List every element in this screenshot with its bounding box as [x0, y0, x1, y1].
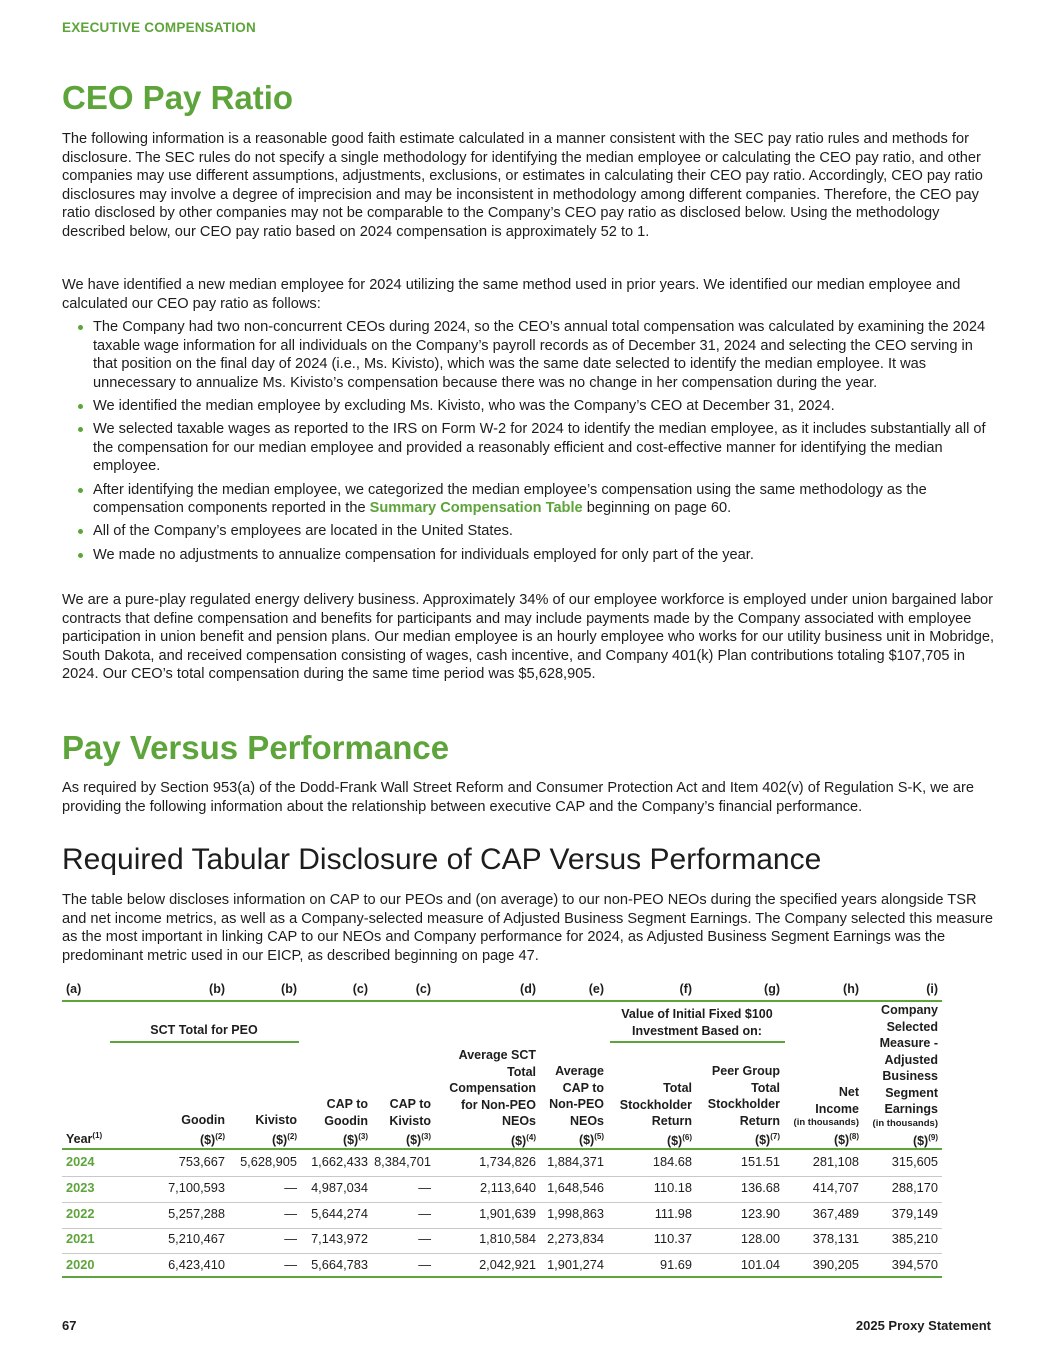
table-bottom-rule [62, 1276, 942, 1278]
col-letter-c1: (c) [352, 982, 368, 996]
cell-avg-sct: 1,734,826 [479, 1154, 536, 1169]
cell-cap-goodin: 7,143,972 [311, 1231, 368, 1247]
col-year: Year$^{(1)}$ [66, 1131, 103, 1147]
cell-cap-goodin: 4,987,034 [311, 1179, 368, 1195]
pvp-intro: As required by Section 953(a) of the Dodd-Frank Wall Street Reform and Consumer Protection Act and Item 402(v) of Regulation S-K, we are providing the following information about the relationship between executive CAP and the Company’s financial performance. [62, 780, 975, 815]
bullet-text: We selected taxable wages as reported to the IRS on Form W-2 for 2024 to identify the median employee, as it includes substantially all of the compensation for our median employee and provided a reasonably efficient and cost-effective manner for identifying the median employee. [93, 421, 986, 475]
group-sct-rule [110, 1041, 299, 1043]
col-tsr: Total Stockholder Return ($)$^{(6)}$ [619, 1081, 692, 1148]
col-letter-h: (h) [843, 982, 859, 996]
cell-cap-kivisto: 8,384,701 [374, 1154, 431, 1169]
cell-ni: 367,489 [812, 1205, 859, 1221]
bullet-text: beginning on page 60. [582, 500, 732, 517]
cell-avg-sct: 2,042,921 [479, 1257, 536, 1273]
cell-avg-cap: 1,648,546 [547, 1179, 604, 1195]
col-letter-g: (g) [764, 982, 780, 996]
col-letter-f: (f) [679, 982, 692, 996]
bullet-text: After identifying the median employee, we categorized the median employee’s compensation using the same methodology as the compensation components reported in the [93, 481, 927, 517]
cell-peer: 136.68 [740, 1179, 780, 1195]
bullet-text: The Company had two non-concurrent CEOs during 2024, so the CEO’s annual total compensation was calculated by examining the 2024 taxable wage information for all individuals on the Company’s payroll records as of December 31, 2024 and selecting the CEO serving in that position on the final day of 2024 (i.e., Ms. Kivisto), which was the same date selected to identify the median employee. It was unnecessary to annualize Ms. Kivisto’s compensation because there was no change in her compensation during the year. [93, 319, 986, 391]
row-year: 2024 [66, 1154, 95, 1169]
list-item [62, 481, 997, 518]
list-item [62, 522, 997, 541]
col-letter-d: (d) [520, 982, 536, 996]
cell-cs: 394,570 [891, 1257, 938, 1273]
summary-compensation-table-link[interactable]: Summary Compensation Table [369, 500, 583, 517]
col-net-income: Net Income (in thousands) ($)$^{(8)}$ [793, 1085, 859, 1148]
bullet-icon [78, 404, 83, 409]
pay-ratio-intro: The following information is a reasonable good faith estimate calculated in a manner consistent with the SEC pay ratio rules and methods for disclosure. The SEC rules do not specify a single methodology for identifying the median employee or calculating the CEO pay ratio, and other companies may use different assumptions, adjustments, exclusions, or estimates in calculating their CEO pay ratio. Accordingly, CEO pay ratio disclosures may involve a degree of imprecision and may be inconsistent in methodology among different companies. Therefore, the CEO pay ratio disclosed by other companies may not be comparable to the Company’s CEO pay ratio as disclosed below. Using the methodology described below, our CEO pay ratio based on 2024 compensation is approximately 52 to 1. [62, 131, 983, 240]
cell-peer: 128.00 [740, 1231, 780, 1247]
cell-avg-sct: 1,810,584 [479, 1231, 536, 1247]
col-letter-e: (e) [588, 982, 604, 996]
header-top-rule [62, 1000, 942, 1002]
cell-kivisto: 5,628,905 [240, 1154, 297, 1169]
col-letter-b1: (b) [209, 982, 225, 996]
list-item [62, 397, 997, 416]
col-letter-b2: (b) [281, 982, 297, 996]
row-year: 2023 [66, 1179, 95, 1195]
cell-ni: 378,131 [812, 1231, 859, 1247]
cell-avg-cap: 2,273,834 [547, 1231, 604, 1247]
list-item [62, 318, 997, 392]
ceo-pay-ratio-title: CEO Pay Ratio [62, 79, 294, 116]
tabular-disclosure-subtitle: Required Tabular Disclosure of CAP Versus Performance [62, 843, 822, 876]
row-divider [62, 1253, 942, 1254]
col-cap-kivisto: CAP to Kivisto ($)$^{(3)}$ [389, 1097, 431, 1148]
col-letter-i: (i) [926, 982, 938, 996]
cell-cs: 288,170 [891, 1179, 938, 1195]
cell-cap-kivisto: — [418, 1205, 431, 1221]
row-divider [62, 1176, 942, 1177]
cell-peer: 101.04 [740, 1257, 780, 1273]
bullet-icon [78, 488, 83, 493]
cell-ni: 414,707 [812, 1179, 859, 1195]
cell-ni: 281,108 [812, 1154, 859, 1169]
cell-cs: 315,605 [891, 1154, 938, 1169]
cell-tsr: 110.18 [653, 1179, 692, 1195]
cell-goodin: 753,667 [178, 1154, 225, 1169]
cell-goodin: 7,100,593 [168, 1179, 225, 1195]
cell-cs: 379,149 [891, 1205, 938, 1221]
page-number: 67 [62, 1318, 77, 1333]
cell-kivisto: — [284, 1205, 297, 1221]
group-value-rule [610, 1041, 785, 1043]
cell-tsr: 111.98 [654, 1205, 692, 1221]
section-tag: EXECUTIVE COMPENSATION [62, 20, 256, 35]
row-divider [62, 1202, 942, 1203]
cell-avg-cap: 1,998,863 [547, 1205, 604, 1221]
row-year: 2020 [66, 1257, 95, 1273]
header-bottom-rule [62, 1148, 942, 1150]
bullet-text: All of the Company’s employees are located in the United States. [93, 523, 513, 540]
row-year: 2022 [66, 1205, 95, 1221]
cell-cap-goodin: 5,664,783 [311, 1257, 368, 1273]
cell-peer: 151.51 [740, 1154, 780, 1169]
bullet-text: We identified the median employee by excluding Ms. Kivisto, who was the Company’s CEO at December 31, 2024. [93, 397, 835, 414]
cell-kivisto: — [284, 1231, 297, 1247]
col-avg-cap: Average CAP to Non-PEO NEOs ($)$^{(5)}$ [549, 1064, 604, 1148]
bullet-icon [78, 529, 83, 534]
document-title: 2025 Proxy Statement [855, 1318, 991, 1333]
cell-avg-cap: 1,901,274 [547, 1257, 604, 1273]
cell-goodin: 5,210,467 [168, 1231, 225, 1247]
table-intro: The table below discloses information on CAP to our PEOs and (on average) to our non-PEO NEOs during the specified years alongside TSR and net income metrics, as well as a Company-selected measure of Adjusted Business Segment Earnings. The Company selected this measure as the most important in linking CAP to our NEOs and Company performance for 2024, as Adjusted Business Segment Earnings was the predominant metric used in our EICP, as described beginning on page 47. [62, 892, 993, 964]
cell-avg-sct: 2,113,640 [480, 1179, 536, 1195]
col-kivisto: Kivisto ($)$^{(2)}$ [255, 1113, 297, 1147]
cell-cap-goodin: 5,644,274 [311, 1205, 368, 1221]
bullet-icon [78, 427, 83, 432]
col-letter-a: (a) [66, 982, 82, 996]
row-divider [62, 1228, 942, 1229]
cell-tsr: 91.69 [659, 1257, 692, 1273]
bullet-icon [78, 325, 83, 330]
cell-cap-goodin: 1,662,433 [311, 1154, 368, 1169]
col-peer-tsr: Peer Group Total Stockholder Return ($)$^{(7)}$ [707, 1064, 780, 1148]
cell-kivisto: — [284, 1179, 297, 1195]
bullet-icon [78, 553, 83, 558]
col-goodin: Goodin ($)$^{(2)}$ [181, 1113, 225, 1147]
cell-cap-kivisto: — [418, 1179, 431, 1195]
col-avg-sct: Average SCT Total Compensation for Non-PEO NEOs ($)$^{(4)}$ [449, 1048, 536, 1148]
cell-tsr: 184.68 [652, 1154, 692, 1169]
cell-peer: 123.90 [740, 1205, 780, 1221]
cell-kivisto: — [284, 1257, 297, 1273]
cell-goodin: 6,423,410 [168, 1257, 225, 1273]
group-sct-total-peo: SCT Total for PEO [150, 1023, 258, 1037]
col-company-selected-measure: Company Selected Measure - Adjusted Business Segment Earnings (in thousands) ($)$^{(9)}$ [872, 1003, 938, 1148]
list-item [62, 420, 997, 476]
list-item [62, 546, 997, 565]
group-value-initial-investment: Value of Initial Fixed $100 Investment Based on: [621, 1007, 773, 1038]
col-letter-c2: (c) [415, 982, 431, 996]
cell-cap-kivisto: — [418, 1231, 431, 1247]
cell-goodin: 5,257,288 [168, 1205, 225, 1221]
pay-ratio-method-intro: We have identified a new median employee for 2024 utilizing the same method used in prior years. We identified our median employee and calculated our CEO pay ratio as follows: [62, 277, 961, 312]
col-cap-goodin: CAP to Goodin ($)$^{(3)}$ [324, 1097, 368, 1148]
pay-versus-performance-table [62, 980, 942, 1280]
cell-ni: 390,205 [812, 1257, 859, 1273]
cell-avg-sct: 1,901,639 [479, 1205, 536, 1221]
cell-tsr: 110.37 [653, 1231, 692, 1247]
bullet-text: We made no adjustments to annualize compensation for individuals employed for only part of the year. [93, 546, 754, 563]
pay-ratio-bullet-list [62, 318, 997, 569]
cell-cs: 385,210 [891, 1231, 938, 1247]
pay-ratio-closing: We are a pure-play regulated energy delivery business. Approximately 34% of our employee workforce is employed under union bargained labor contracts that define compensation and benefits for participants and may include payments made by the Company associated with employee participation in union benefit and pension plans. Our median employee is an hourly employee who works for our utility business unit in Mobridge, South Dakota, and received compensation consisting of wages, cash incentive, and Company 401(k) Plan contributions totaling $107,705 in 2024. Our CEO’s total compensation during the same time period was $5,628,905. [62, 592, 995, 683]
cell-avg-cap: 1,884,371 [547, 1154, 604, 1169]
cell-cap-kivisto: — [418, 1257, 431, 1273]
pay-versus-performance-title: Pay Versus Performance [62, 729, 450, 766]
row-year: 2021 [66, 1231, 95, 1247]
